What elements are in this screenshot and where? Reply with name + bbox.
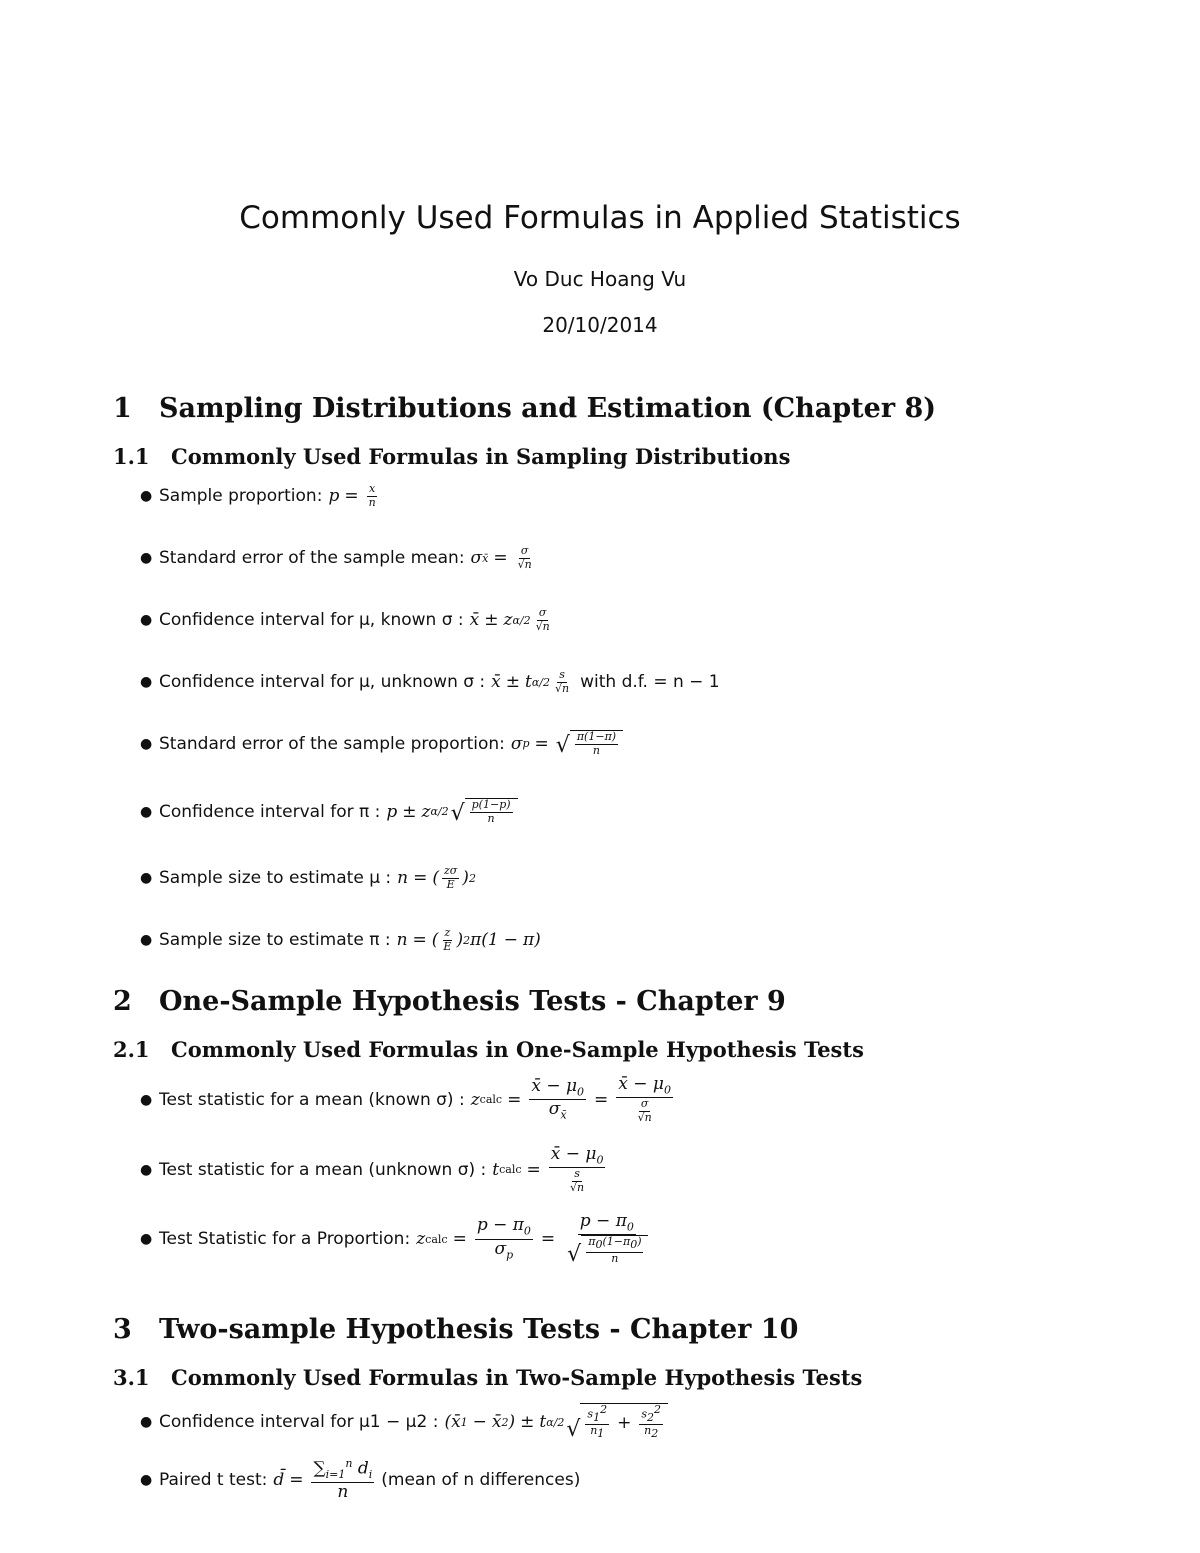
math: z calc = $\frac{x̄ - \mu_0}{\sigma_{x̄}}$ = $\frac{x̄ - \mu_0}{\frac{\sigma}{√n}}$	[470, 1074, 671, 1124]
formula-ci-mean-unknown-sigma: ● Confidence interval for μ, unknown σ : x̄ ± t α/2 $\frac{s}{√n}$ with d.f. = n − 1	[140, 668, 720, 695]
document-date: 20/10/2014	[542, 313, 658, 337]
formula-ci-two-means: ● Confidence interval for μ1 − μ2 : (x̄ 1 − x̄ 2 ) ± t α/2 √ $\frac{s_1^2}{n_1}$ + $\frac{s_2^2}{n_2}$	[140, 1403, 668, 1441]
subsection-title: Commonly Used Formulas in Sampling Distributions	[171, 444, 791, 469]
bullet: ●	[140, 803, 153, 820]
bullet: ●	[140, 1161, 153, 1178]
formula-sample-size-mean: ● Sample size to estimate μ : n = ( $\frac{z\sigma}{E}$ ) 2	[140, 864, 476, 891]
bullet: ●	[140, 674, 153, 691]
bullet: ●	[140, 735, 153, 752]
formula-test-proportion: ● Test Statistic for a Proportion: z calc = $\frac{p - \pi_0}{\sigma_p}$ = $p - \pi_0$ √ $\frac{\pi_0(1-\pi_0)}{n}$	[140, 1212, 653, 1266]
math: x̄ ± z α/2 $\frac{\sigma}{√n}$	[469, 606, 550, 633]
subsection-3-1-heading	[113, 1365, 862, 1390]
math: d̄ = $\frac{\sum_{i=1}^n d_i}{n}$	[273, 1457, 373, 1502]
formula-se-sample-proportion: ● Standard error of the sample proportion: σ p = √ $\frac{\pi(1-\pi)}{n}$	[140, 730, 623, 757]
subsection-1-1-heading	[113, 444, 790, 469]
bullet: ●	[140, 1472, 153, 1489]
formula-sample-size-proportion: ● Sample size to estimate π : n = ( $\frac{z}{E}$ ) 2 π(1 − π)	[140, 926, 541, 953]
bullet: ●	[140, 870, 153, 887]
section-title: One-Sample Hypothesis Tests - Chapter 9	[159, 986, 786, 1017]
math: p = $\frac{x}{n}$	[328, 482, 376, 509]
subsection-number: 1.1	[113, 444, 150, 469]
document-author: Vo Duc Hoang Vu	[513, 267, 687, 291]
formula-sample-proportion: ● Sample proportion: p = $\frac{x}{n}$	[140, 483, 381, 509]
formula-se-sample-mean: ● Standard error of the sample mean: σ x̄ = $\frac{\sigma}{√n}$	[140, 545, 537, 571]
formula-paired-t-test: ● Paired t test: d̄ = $\frac{\sum_{i=1}^n d_i}{n}$ (mean of n differences)	[140, 1457, 581, 1502]
subsection-title: Commonly Used Formulas in Two-Sample Hypothesis Tests	[171, 1365, 863, 1390]
math: z calc = $\frac{p - \pi_0}{\sigma_p}$ = $p - \pi_0$ √ $\frac{\pi_0(1-\pi_0)}{n}$	[416, 1212, 653, 1266]
bullet: ●	[140, 1414, 153, 1431]
math: (x̄ 1 − x̄ 2 ) ± t α/2 √ $\frac{s_1^2}{n_1}$ + $\frac{s_2^2}{n_2}$	[444, 1403, 668, 1441]
subsection-2-1-heading	[113, 1037, 864, 1062]
math: x̄ ± t α/2 $\frac{s}{√n}$	[491, 668, 570, 695]
section-title: Sampling Distributions and Estimation (Chapter 8)	[159, 393, 937, 424]
bullet: ●	[140, 550, 153, 567]
bullet: ●	[140, 612, 153, 629]
subsection-title: Commonly Used Formulas in One-Sample Hypothesis Tests	[171, 1037, 864, 1062]
section-1-heading	[113, 393, 936, 424]
section-number: 3	[113, 1314, 132, 1345]
math: p ± z α/2 √ $\frac{p(1-p)}{n}$	[386, 798, 517, 825]
document-title: Commonly Used Formulas in Applied Statistics	[239, 200, 961, 236]
math: σ x̄ = $\frac{\sigma}{√n}$	[470, 544, 532, 571]
formula-test-mean-known-sigma: ● Test statistic for a mean (known σ) : z calc = $\frac{x̄ - \mu_0}{\sigma_{x̄}}$ = $\frac{x̄ - \mu_0}{\frac{\sigma}{√n}}$	[140, 1075, 676, 1124]
math: σ p = √ $\frac{\pi(1-\pi)}{n}$	[511, 730, 623, 757]
df-text: with d.f. = n − 1	[580, 672, 720, 693]
section-3-heading	[113, 1314, 798, 1345]
math: t calc = $\frac{x̄ - \mu_0}{\frac{s}{√n}}$	[492, 1144, 604, 1194]
section-2-heading	[113, 986, 786, 1017]
bullet: ●	[140, 488, 153, 505]
bullet: ●	[140, 1231, 153, 1248]
subsection-number: 2.1	[113, 1037, 150, 1062]
section-number: 2	[113, 986, 132, 1017]
paired-note: (mean of n differences)	[381, 1470, 581, 1491]
formula-ci-proportion: ● Confidence interval for π : p ± z α/2 √ $\frac{p(1-p)}{n}$	[140, 798, 518, 825]
formula-test-mean-unknown-sigma: ● Test statistic for a mean (unknown σ) : t calc = $\frac{x̄ - \mu_0}{\frac{s}{√n}}$	[140, 1145, 608, 1194]
bullet: ●	[140, 1091, 153, 1108]
math: n = ( $\frac{z\sigma}{E}$ ) 2	[397, 864, 476, 891]
subsection-number: 3.1	[113, 1365, 150, 1390]
section-number: 1	[113, 393, 132, 424]
math: n = ( $\frac{z}{E}$ ) 2 π(1 − π)	[396, 926, 541, 953]
section-title: Two-sample Hypothesis Tests - Chapter 10	[159, 1314, 799, 1345]
formula-ci-mean-known-sigma: ● Confidence interval for μ, known σ : x̄ ± z α/2 $\frac{\sigma}{√n}$	[140, 607, 555, 633]
bullet: ●	[140, 932, 153, 949]
